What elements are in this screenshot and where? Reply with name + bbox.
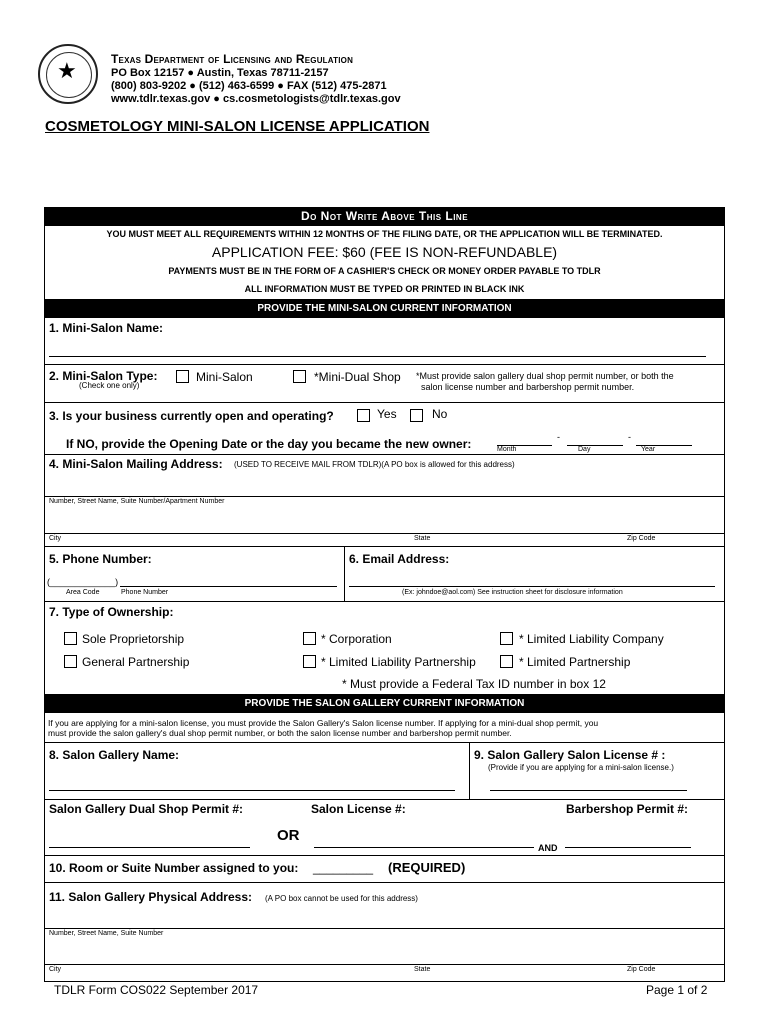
salon-license-label: Salon License #:	[311, 802, 406, 816]
gallery-license-label: 9. Salon Gallery Salon License # :	[474, 748, 666, 762]
street-caption: Number, Street Name, Suite Number/Apartment Number	[49, 498, 225, 505]
limited-partnership-option: * Limited Partnership	[519, 655, 631, 669]
tax-id-note: * Must provide a Federal Tax ID number in box 12	[342, 677, 606, 691]
phone-label: 5. Phone Number:	[49, 552, 152, 566]
state-caption: State	[414, 966, 431, 973]
divider	[469, 742, 470, 799]
gallery-note-line1: If you are applying for a mini-salon license, you must provide the Salon Gallery's Salon license number. If applying for a mini-dual shop permit, you	[48, 718, 599, 728]
required-tag: (REQUIRED)	[388, 860, 466, 875]
room-number-field[interactable]: _________	[313, 861, 374, 875]
zip-caption: Zip Code	[627, 535, 656, 542]
llc-option: * Limited Liability Company	[519, 632, 664, 646]
mini-dual-shop-checkbox[interactable]	[293, 370, 306, 383]
zip-caption: Zip Code	[627, 966, 656, 973]
gallery-license-field[interactable]	[490, 790, 687, 791]
day-field[interactable]	[567, 445, 623, 446]
mini-salon-checkbox[interactable]	[176, 370, 189, 383]
check-one-hint: (Check one only)	[79, 381, 140, 390]
divider	[44, 454, 725, 455]
gallery-note-line2: must provide the salon gallery's dual shop permit number, or both the salon license number and barbershop permit number.	[48, 728, 512, 738]
gallery-name-label: 8. Salon Gallery Name:	[49, 748, 180, 762]
mailing-city-field[interactable]	[44, 533, 725, 534]
state-caption: State	[414, 535, 431, 542]
physical-city-field[interactable]	[44, 964, 725, 965]
mini-salon-type-label: 2. Mini-Salon Type:	[49, 369, 158, 383]
star-icon: ★	[57, 58, 77, 83]
agency-address: PO Box 12157 ● Austin, Texas 78711-2157	[111, 67, 329, 79]
yes-option: Yes	[377, 407, 397, 421]
agency-name: Texas Department of Licensing and Regulation	[111, 52, 354, 66]
mailing-address-label: 4. Mini-Salon Mailing Address:	[49, 457, 223, 471]
mini-dual-shop-option: *Mini-Dual Shop	[314, 370, 401, 384]
form-title: COSMETOLOGY MINI-SALON LICENSE APPLICATION	[45, 118, 430, 135]
room-number-label: 10. Room or Suite Number assigned to you:	[49, 861, 299, 875]
divider	[344, 546, 345, 601]
divider	[44, 882, 725, 883]
mini-salon-name-label: 1. Mini-Salon Name:	[49, 321, 164, 335]
general-partnership-checkbox[interactable]	[64, 655, 77, 668]
divider	[44, 855, 725, 856]
phone-number-caption: Phone Number	[121, 589, 169, 596]
dual-shop-permit-label: Salon Gallery Dual Shop Permit #:	[49, 802, 244, 816]
payment-text: PAYMENTS MUST BE IN THE FORM OF A CASHIER'S CHECK OR MONEY ORDER PAYABLE TO TDLR	[168, 266, 601, 276]
llp-checkbox[interactable]	[303, 655, 316, 668]
ink-text: ALL INFORMATION MUST BE TYPED OR PRINTED IN BLACK INK	[244, 284, 525, 294]
dual-shop-note: *Must provide salon gallery dual shop permit number, or both the	[416, 371, 674, 381]
email-field[interactable]	[349, 586, 715, 587]
divider	[44, 364, 725, 365]
divider	[44, 546, 725, 547]
or-separator: OR	[277, 827, 300, 844]
opening-date-label: If NO, provide the Opening Date or the day you became the new owner:	[66, 437, 472, 451]
mailing-street-field[interactable]	[44, 496, 725, 497]
section-mini-salon-header: PROVIDE THE MINI-SALON CURRENT INFORMATION	[44, 299, 725, 318]
barbershop-permit-field[interactable]	[565, 847, 691, 848]
mini-salon-option: Mini-Salon	[196, 370, 253, 384]
and-separator: AND	[538, 843, 558, 853]
divider	[44, 601, 725, 602]
sole-proprietorship-option: Sole Proprietorship	[82, 632, 185, 646]
gallery-name-field[interactable]	[49, 790, 455, 791]
mailing-address-hint: (USED TO RECEIVE MAIL FROM TDLR)(A PO box is allowed for this address)	[234, 460, 515, 469]
do-not-write-banner: Do Not Write Above This Line	[44, 207, 725, 226]
mini-salon-name-field[interactable]	[49, 356, 706, 357]
no-checkbox[interactable]	[410, 409, 423, 422]
area-code-caption: Area Code	[66, 589, 100, 596]
limited-partnership-checkbox[interactable]	[500, 655, 513, 668]
city-caption: City	[49, 966, 62, 973]
divider	[44, 402, 725, 403]
dual-shop-permit-field[interactable]	[49, 847, 250, 848]
corporation-option: * Corporation	[321, 632, 392, 646]
divider	[44, 742, 725, 743]
year-caption: Year	[641, 446, 656, 453]
general-partnership-option: General Partnership	[82, 655, 190, 669]
physical-address-label: 11. Salon Gallery Physical Address:	[49, 890, 252, 904]
date-dash: -	[628, 432, 631, 442]
texas-state-seal	[38, 44, 98, 104]
sole-proprietorship-checkbox[interactable]	[64, 632, 77, 645]
gallery-license-hint: (Provide if you are applying for a mini-salon license.)	[488, 763, 674, 772]
salon-license-field[interactable]	[314, 847, 534, 848]
business-open-label: 3. Is your business currently open and operating?	[49, 409, 334, 423]
agency-phones: (800) 803-9202 ● (512) 463-6599 ● FAX (512) 475-2871	[111, 80, 387, 92]
form-number: TDLR Form COS022 September 2017	[54, 983, 259, 997]
page-number: Page 1 of 2	[646, 983, 708, 997]
city-caption: City	[49, 535, 62, 542]
agency-web: www.tdlr.texas.gov ● cs.cosmetologists@tdlr.texas.gov	[111, 93, 401, 105]
physical-address-hint: (A PO box cannot be used for this address)	[265, 894, 418, 903]
section-salon-gallery-header: PROVIDE THE SALON GALLERY CURRENT INFORMATION	[44, 694, 725, 713]
street-caption: Number, Street Name, Suite Number	[49, 930, 164, 937]
day-caption: Day	[578, 446, 591, 453]
date-dash: -	[557, 432, 560, 442]
dual-shop-note-2: salon license number and barbershop permit number.	[421, 382, 635, 392]
application-fee: APPLICATION FEE: $60 (FEE IS NON-REFUNDABLE)	[211, 244, 558, 260]
email-hint: (Ex: johndoe@aol.com) See instruction sheet for disclosure information	[402, 589, 623, 596]
email-label: 6. Email Address:	[349, 552, 450, 566]
physical-street-field[interactable]	[44, 928, 725, 929]
llc-checkbox[interactable]	[500, 632, 513, 645]
no-option: No	[432, 407, 448, 421]
phone-number-field[interactable]	[120, 586, 337, 587]
month-caption: Month	[497, 446, 517, 453]
requirement-text: YOU MUST MEET ALL REQUIREMENTS WITHIN 12 MONTHS OF THE FILING DATE, OR THE APPLICATION WILL BE TERMINATED.	[106, 229, 663, 239]
area-code-field[interactable]: (_____________)	[47, 577, 119, 587]
divider	[44, 799, 725, 800]
yes-checkbox[interactable]	[357, 409, 370, 422]
ownership-label: 7. Type of Ownership:	[49, 605, 174, 619]
barbershop-permit-label: Barbershop Permit #:	[566, 802, 689, 816]
llp-option: * Limited Liability Partnership	[321, 655, 476, 669]
corporation-checkbox[interactable]	[303, 632, 316, 645]
